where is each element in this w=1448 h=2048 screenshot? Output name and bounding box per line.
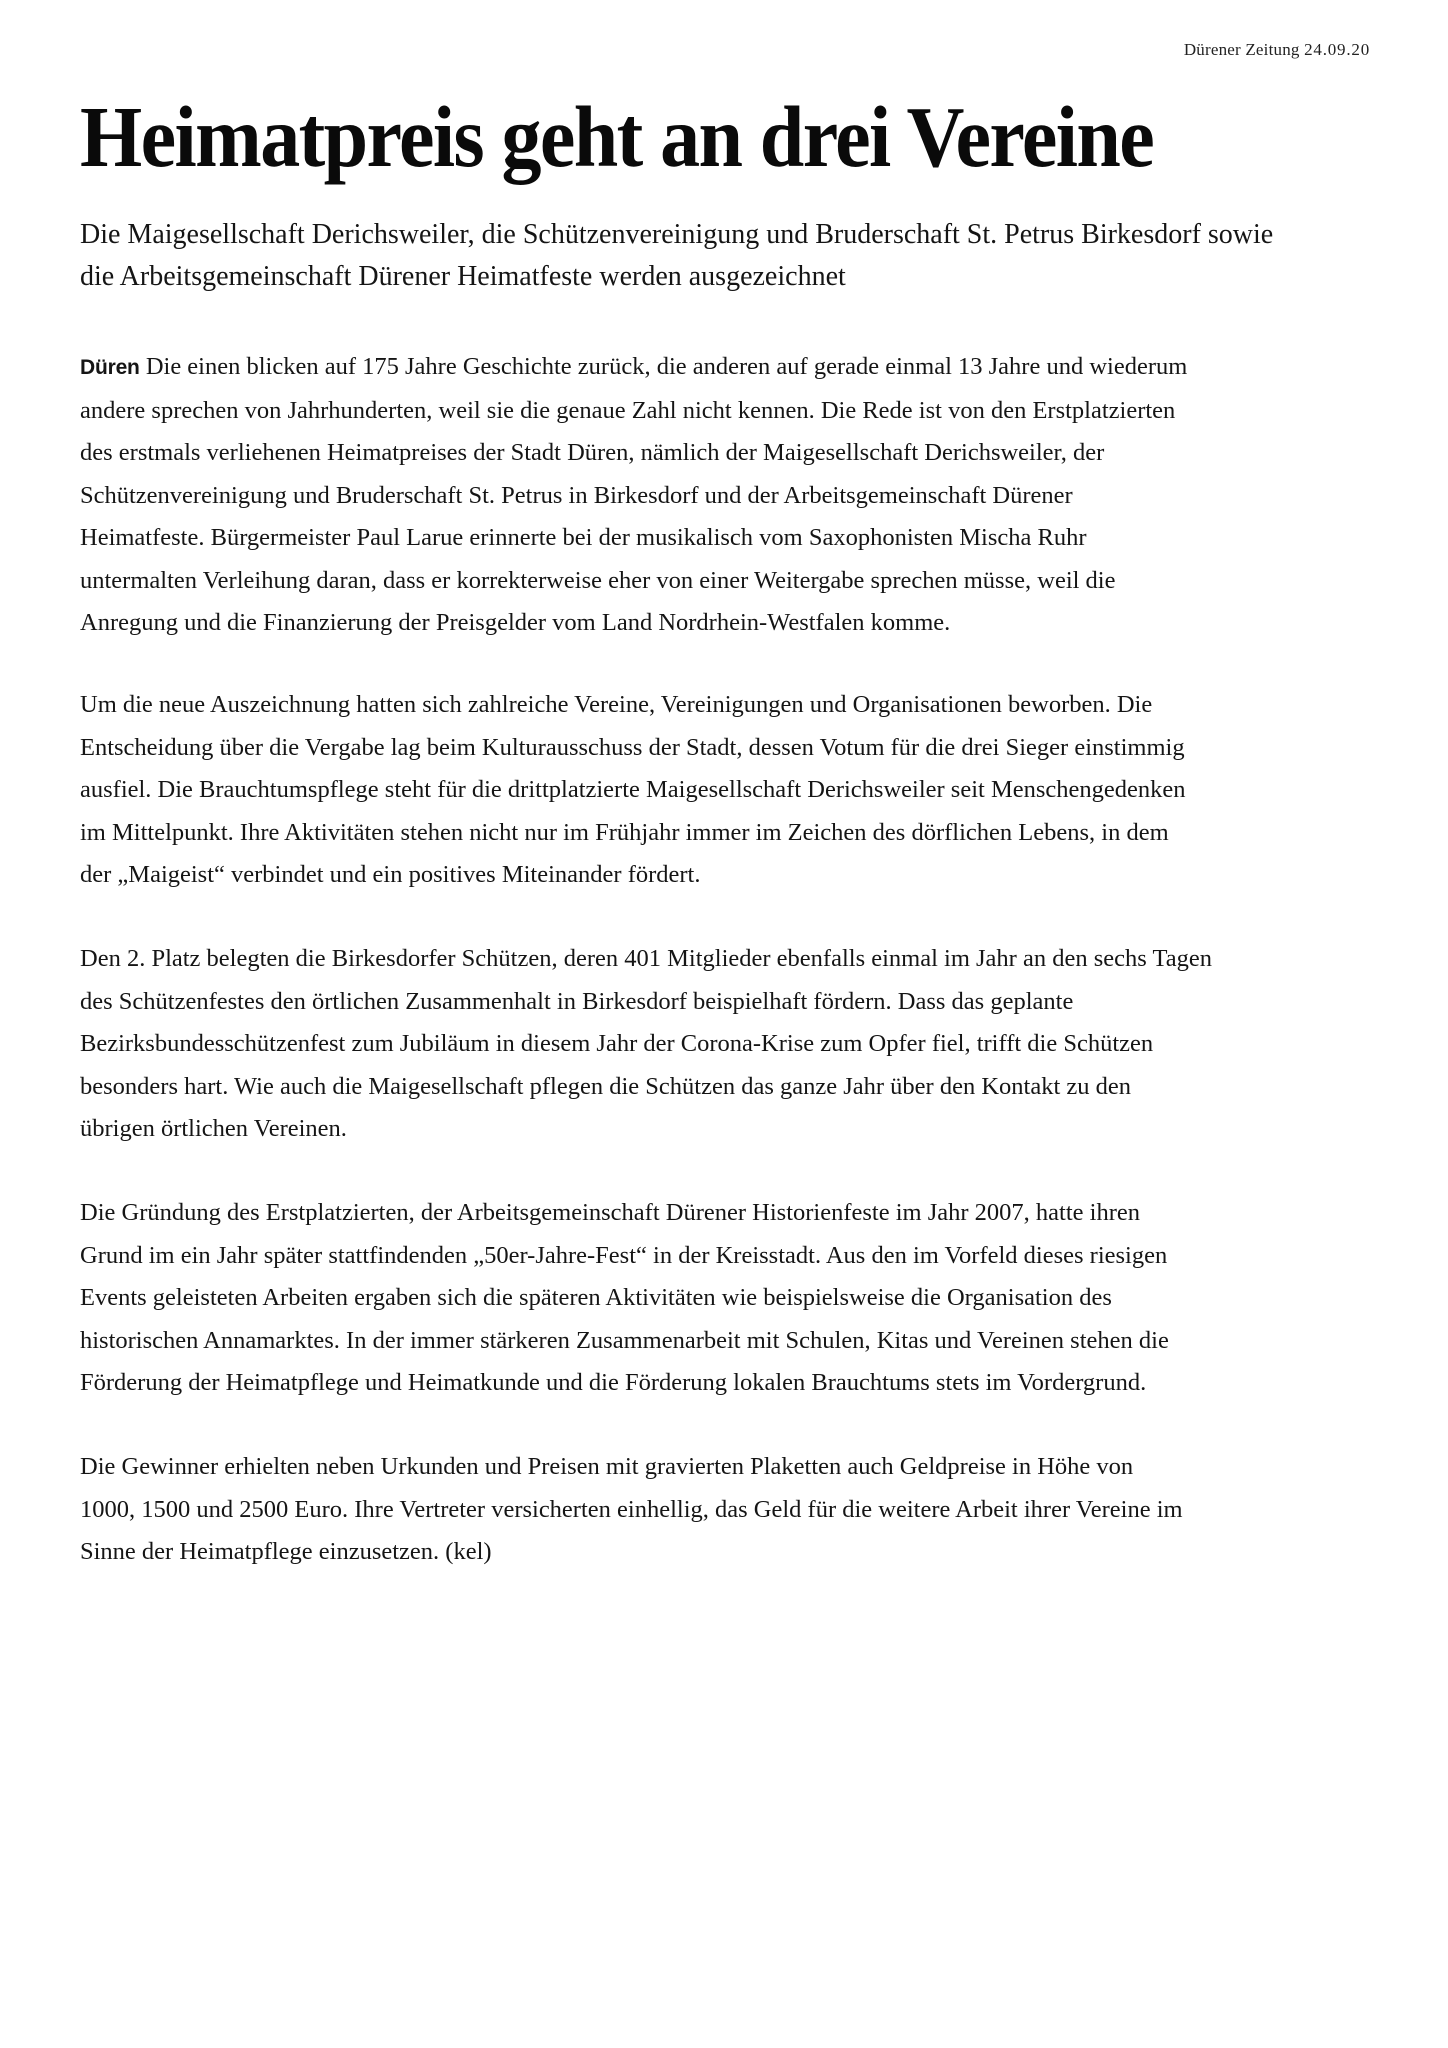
article-headline: Heimatpreis geht an drei Vereine xyxy=(80,90,1154,186)
article-paragraph xyxy=(80,1192,1380,1405)
paragraph-line: Grund im ein Jahr später stattfindenden „50er-Jahre-Fest“ in der Kreisstadt. Aus den im Vorfeld dieses riesigen xyxy=(80,1241,1168,1269)
article-paragraph xyxy=(80,938,1380,1151)
article-paragraph xyxy=(80,684,1380,897)
paragraph-line: Entscheidung über die Vergabe lag beim Kulturausschuss der Stadt, dessen Votum für die drei Sieger einstimmig xyxy=(80,733,1185,761)
article-paragraph xyxy=(80,346,1380,645)
publication-name: Dürener Zeitung xyxy=(1183,40,1300,59)
paragraph-line: ausfiel. Die Brauchtumspflege steht für die drittplatzierte Maigesellschaft Derichsweiler seit Menschengedenken xyxy=(80,776,1186,803)
publication-date: 24.09.20 xyxy=(1304,40,1370,59)
source-line xyxy=(1184,40,1370,60)
paragraph-line: Die Gründung des Erstplatzierten, der Arbeitsgemeinschaft Dürener Historienfeste im Jahr 2007, hatte ihren xyxy=(80,1199,1140,1226)
paragraph-line: im Mittelpunkt. Ihre Aktivitäten stehen nicht nur im Frühjahr immer im Zeichen des dörflichen Lebens, in dem xyxy=(80,818,1169,846)
paragraph-line: Schützenvereinigung und Bruderschaft St. Petrus in Birkesdorf und der Arbeitsgemeinschaft Dürener xyxy=(80,481,1073,509)
subhead-line: Die Maigesellschaft Derichsweiler, die Schützenvereinigung und Bruderschaft St. Petrus Birkesdorf sowie xyxy=(80,219,1274,250)
paragraph-line: Anregung und die Finanzierung der Preisgelder vom Land Nordrhein-Westfalen komme. xyxy=(80,609,951,636)
paragraph-line: des Schützenfestes den örtlichen Zusammenhalt in Birkesdorf beispielhaft fördern. Dass das geplante xyxy=(80,987,1074,1015)
paragraph-line: untermalten Verleihung daran, dass er korrekterweise eher von einer Weitergabe sprechen müsse, weil die xyxy=(80,566,1116,594)
subhead-line: die Arbeitsgemeinschaft Dürener Heimatfeste werden ausgezeichnet xyxy=(80,261,846,292)
dateline: Düren xyxy=(80,356,140,379)
paragraph-line: des erstmals verliehenen Heimatpreises der Stadt Düren, nämlich der Maigesellschaft Derichsweiler, der xyxy=(80,439,1105,466)
paragraph-line: andere sprechen von Jahrhunderten, weil sie die genaue Zahl nicht kennen. Die Rede ist von den Erstplatzierten xyxy=(80,396,1176,424)
paragraph-line: Bezirksbundesschützenfest zum Jubiläum in diesem Jahr der Corona-Krise zum Opfer fiel, trifft die Schützen xyxy=(80,1030,1154,1057)
paragraph-line-text: Die einen blicken auf 175 Jahre Geschichte zurück, die anderen auf gerade einmal 13 Jahre und wiederum xyxy=(145,353,1188,380)
paragraph-line: Um die neue Auszeichnung hatten sich zahlreiche Vereine, Vereinigungen und Organisationen beworben. Die xyxy=(80,691,1153,718)
paragraph-line: Den 2. Platz belegten die Birkesdorfer Schützen, deren 401 Mitglieder ebenfalls einmal im Jahr an den sechs Tagen xyxy=(80,945,1212,972)
paragraph-line: der „Maigeist“ verbindet und ein positives Miteinander fördert. xyxy=(80,861,701,888)
paragraph-line: Die Gewinner erhielten neben Urkunden und Preisen mit gravierten Plaketten auch Geldpreise in Höhe von xyxy=(80,1453,1134,1480)
paragraph-line: Förderung der Heimatpflege und Heimatkunde und die Förderung lokalen Brauchtums stets im Vordergrund. xyxy=(80,1369,1147,1396)
article-subhead xyxy=(80,214,1380,298)
paragraph-line: Heimatfeste. Bürgermeister Paul Larue erinnerte bei der musikalisch vom Saxophonisten Mischa Ruhr xyxy=(80,524,1087,551)
paragraph-line: Events geleisteten Arbeiten ergaben sich die späteren Aktivitäten wie beispielsweise die Organisation des xyxy=(80,1284,1112,1311)
paragraph-line: 1000, 1500 und 2500 Euro. Ihre Vertreter versicherten einhellig, das Geld für die weitere Arbeit ihrer Vereine im xyxy=(80,1495,1183,1523)
paragraph-line: historischen Annamarktes. In der immer stärkeren Zusammenarbeit mit Schulen, Kitas und Vereinen stehen die xyxy=(80,1326,1169,1354)
article-paragraph xyxy=(80,1446,1380,1574)
paragraph-line xyxy=(80,346,1380,390)
paragraph-line: übrigen örtlichen Vereinen. xyxy=(80,1115,347,1142)
paragraph-line: Sinne der Heimatpflege einzusetzen. (kel) xyxy=(80,1538,492,1565)
paragraph-line: besonders hart. Wie auch die Maigesellschaft pflegen die Schützen das ganze Jahr über den Kontakt zu den xyxy=(80,1072,1131,1100)
